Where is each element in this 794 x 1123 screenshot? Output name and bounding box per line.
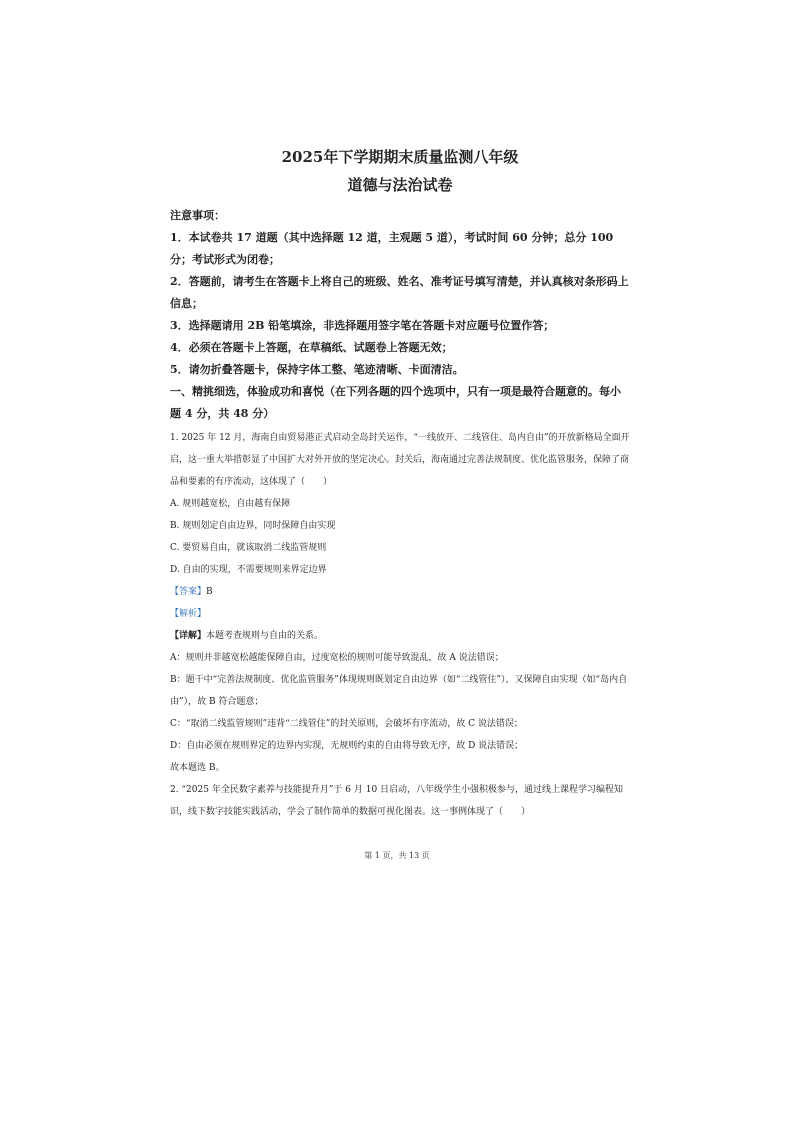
question-1-stem: 1. 2025 年 12 月，海南自由贸易港正式启动全岛封关运作，“一线放开、二线管住、岛内自由”的开放新格局全面开启，这一重大举措彰显了中国扩大对外开放的坚定决心。封关后，海南通过完善法规制度、优化监管服务，保障了商品和要素的有序流动，这体现了（ ）: [170, 433, 630, 487]
detail-intro: 本题考查规则与自由的关系。: [206, 631, 324, 641]
notice-item-4: 4．必须在答题卡上答题，在草稿纸、试题卷上答题无效；: [170, 341, 453, 354]
detail-row: [170, 625, 630, 647]
notice-label: 注意事项：: [170, 209, 225, 222]
answer-value: B: [206, 587, 213, 597]
analysis-conclusion: 故本题选 B。: [170, 763, 225, 773]
exam-subject-title: 道德与法治试卷: [347, 176, 453, 194]
question-1-option-a: A. 规则越宽松，自由越有保障: [170, 499, 291, 509]
question-2-stem: 2. “2025 年全民数字素养与技能提升月”于 6 月 10 日启动，八年级学生小强积极参与，通过线上课程学习编程知识，线下数字技能实践活动，学会了制作简单的数据可视化图表。这一事例体现了（ ）: [170, 785, 624, 817]
analysis-line-d: D：自由必须在规则界定的边界内实现，无规则约束的自由将导致无序，故 D 说法错误；: [170, 741, 524, 751]
answer-row: [170, 581, 630, 603]
question-1-option-c: C. 要贸易自由，就该取消二线监管规则: [170, 543, 327, 553]
answer-label: 【答案】: [170, 587, 207, 597]
section-heading: 一、精挑细选，体验成功和喜悦（在下列各题的四个选项中，只有一项是最符合题意的。每小题 4 分，共 48 分）: [170, 385, 621, 420]
notice-item-5: 5．请勿折叠答题卡，保持字体工整、笔迹清晰、卡面清洁。: [170, 363, 464, 376]
notice-item-1: 1．本试卷共 17 道题（其中选择题 12 道，主观题 5 道），考试时间 60 分钟；总分 100 分；考试形式为闭卷；: [170, 231, 614, 266]
analysis-line-a: A：规则并非越宽松越能保障自由，过度宽松的规则可能导致混乱，故 A 说法错误；: [170, 653, 504, 663]
notice-item-3: 3．选择题请用 2B 铅笔填涂，非选择题用签字笔在答题卡对应题号位置作答；: [170, 319, 555, 332]
notice-item-2: 2．答题前，请考生在答题卡上将自己的班级、姓名、准考证号填写清楚，并认真核对条形码上信息；: [170, 275, 629, 310]
page-footer: 第 1 页，共 13 页: [364, 851, 430, 860]
analysis-line-c: C：“取消二线监管规则”违背“二线管住”的封关原则，会破坏有序流动，故 C 说法错误；: [170, 719, 523, 729]
detail-label: 【详解】: [170, 631, 207, 641]
analysis-label: 【解析】: [170, 609, 207, 619]
page-content: [170, 145, 630, 823]
question-1-option-d: D. 自由的实现，不需要规则来界定边界: [170, 565, 327, 575]
question-1-option-b: B. 规则划定自由边界，同时保障自由实现: [170, 521, 336, 531]
analysis-row: [170, 603, 630, 625]
analysis-line-b: B：题干中“完善法规制度、优化监管服务”体现规则既划定自由边界（如“二线管住”），又保障自由实现（如“岛内自由”），故 B 符合题意；: [170, 675, 628, 707]
exam-title: 2025年下学期期末质量监测八年级: [281, 148, 519, 166]
